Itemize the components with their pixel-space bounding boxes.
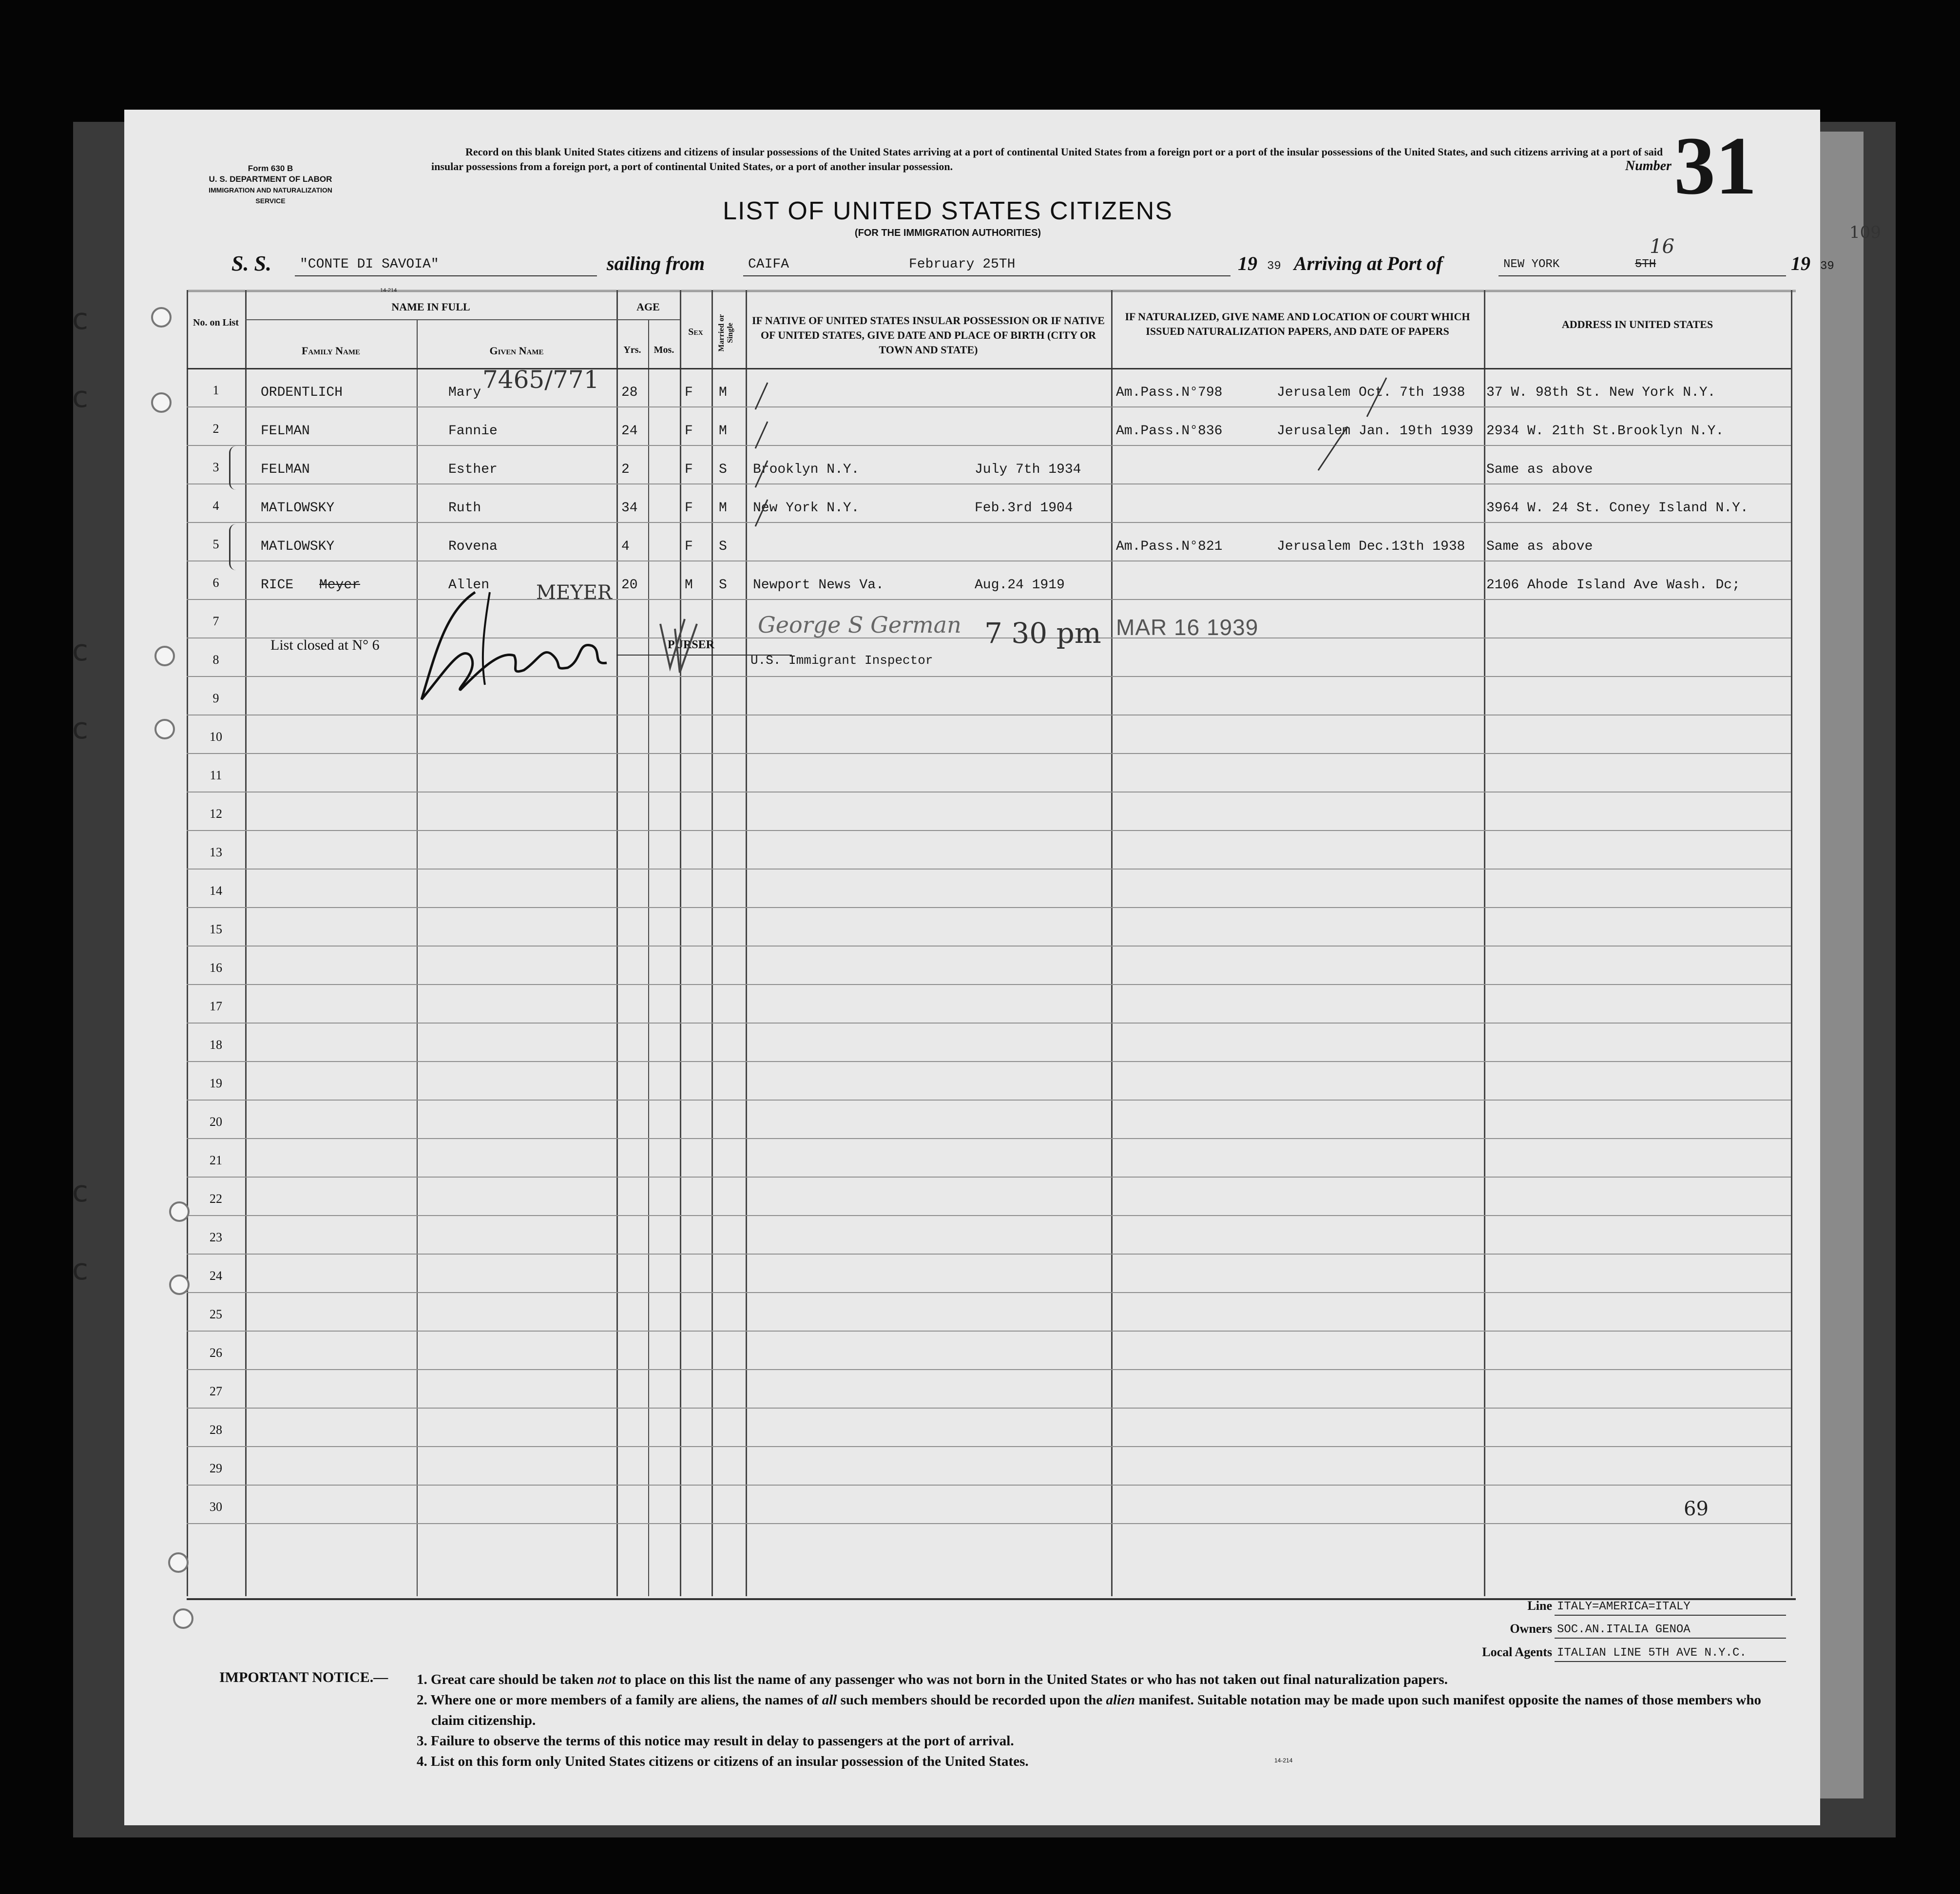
handwritten-meyer: MEYER <box>536 581 612 604</box>
row-number: 29 <box>210 1461 222 1475</box>
header-sex: Sex <box>688 327 703 337</box>
address-cell: Same as above <box>1486 539 1593 554</box>
purser-signature <box>417 573 651 719</box>
row-number: 16 <box>210 961 222 975</box>
form-instructions: Record on this blank United States citizens and citizens of insular possessions of the United States arriving at a port of continental United States from a foreign port or a port of the insular possessions of the United States, and such citizens arriving at a port of said insular possessions from a foreign port, a port of continental United States, or a port of another insular possession. <box>431 146 1663 173</box>
row-number: 9 <box>212 691 219 705</box>
header-years: Yrs. <box>623 345 641 355</box>
important-notice <box>417 1669 1796 1772</box>
marital-status-cell: M <box>719 424 727 439</box>
given-name-cell: Esther <box>448 462 498 477</box>
naturalization-court-cell: Jerusalem Dec.13th 1938 <box>1277 539 1465 554</box>
birth-place-cell: Brooklyn N.Y. <box>753 462 860 477</box>
row-number: 22 <box>210 1192 222 1206</box>
family-name-cell: RICE <box>261 578 294 593</box>
sex-cell: F <box>685 539 693 554</box>
naturalization-ticks <box>1230 363 1396 480</box>
arriving-label: Arriving at Port of <box>1294 252 1443 274</box>
naturalization-court-cell: Jerusalem Jan. 19th 1939 <box>1277 424 1474 439</box>
given-name-cell: Ruth <box>448 501 481 516</box>
binder-clip-mark: c <box>72 302 88 336</box>
age-cell: 34 <box>621 501 638 516</box>
header-birth: IF NATIVE OF UNITED STATES INSULAR POSSESSION OR IF NATIVE OF UNITED STATES, GIVE DATE AND PLACE OF BIRTH (CITY OR TOWN AND STATE) <box>752 314 1105 356</box>
row-number: 28 <box>210 1423 222 1437</box>
passport-cell: Am.Pass.N°836 <box>1116 424 1223 439</box>
binder-hole <box>168 1552 189 1573</box>
birth-place-cell: Newport News Va. <box>753 578 884 593</box>
department-name: U. S. DEPARTMENT OF LABOR <box>209 174 332 184</box>
marital-status-cell: S <box>719 462 727 477</box>
row-number: 11 <box>210 768 222 782</box>
page-title: LIST OF UNITED STATES CITIZENS <box>723 197 1173 225</box>
sailing-from-label: sailing from <box>607 252 705 274</box>
row-number: 18 <box>210 1038 222 1052</box>
given-name-cell: Mary <box>448 385 481 400</box>
ss-label: S. S. <box>231 251 271 275</box>
sex-cell: M <box>685 578 693 593</box>
line-value: ITALY=AMERICA=ITALY <box>1557 1600 1691 1613</box>
binder-clip-mark: c <box>72 1253 88 1287</box>
row-number: 30 <box>210 1500 222 1514</box>
printer-code: 14-214 <box>1274 1757 1293 1764</box>
passport-cell: Am.Pass.N°798 <box>1116 385 1223 400</box>
header-name-in-full: NAME IN FULL <box>391 301 470 313</box>
address-cell: 2934 W. 21th St.Brooklyn N.Y. <box>1486 424 1724 439</box>
naturalization-court-cell: Jerusalem Oct. 7th 1938 <box>1277 385 1465 400</box>
row-number: 19 <box>210 1076 222 1090</box>
checkmark-scribble <box>651 614 709 677</box>
notice-label: IMPORTANT NOTICE.— <box>219 1669 388 1685</box>
departure-year-prefix: 19 <box>1238 252 1257 274</box>
date-stamp: MAR 16 1939 <box>1116 615 1259 640</box>
number-label: Number <box>1625 158 1672 174</box>
age-cell: 2 <box>621 462 630 477</box>
address-cell: 37 W. 98th St. New York N.Y. <box>1486 385 1716 400</box>
list-closed-note: List closed at N° 6 <box>270 637 380 653</box>
row-number: 21 <box>210 1153 222 1167</box>
binder-hole <box>169 1201 190 1222</box>
marital-status-cell: S <box>719 539 727 554</box>
local-agents-value: ITALIAN LINE 5TH AVE N.Y.C. <box>1557 1646 1747 1660</box>
header-given-name: Given Name <box>489 345 544 357</box>
address-cell: 3964 W. 24 St. Coney Island N.Y. <box>1486 501 1749 516</box>
header-family-name: Family Name <box>301 345 361 357</box>
binder-hole <box>151 307 172 328</box>
birth-date-cell: July 7th 1934 <box>975 462 1081 477</box>
sex-cell: F <box>685 385 693 400</box>
binder-hole <box>154 719 175 739</box>
marital-status-cell: M <box>719 385 727 400</box>
family-brace <box>229 446 239 490</box>
service-name: IMMIGRATION AND NATURALIZATION SERVICE <box>209 186 332 205</box>
binder-hole <box>154 646 175 666</box>
notice-item-1: 1. Great care should be taken not to place on this list the name of any passenger who was not born in the United States or who has not taken out final naturalization papers. <box>417 1672 1448 1687</box>
notice-item-2: 2. Where one or more members of a family are aliens, the names of all such members should be recorded upon the alien manifest. Suitable notation may be made upon such manifest opposite the names of those members who claim citizenship. <box>417 1692 1762 1728</box>
given-name-cell: Allen <box>448 578 490 593</box>
given-name-cell: Fannie <box>448 424 498 439</box>
inspector-label: U.S. Immigrant Inspector <box>750 653 933 668</box>
row-number: 13 <box>210 845 222 859</box>
passport-cell: Am.Pass.N°821 <box>1116 539 1223 554</box>
row-number: 4 <box>212 499 219 513</box>
family-name-cell: ORDENTLICH <box>261 385 343 400</box>
age-cell: 28 <box>621 385 638 400</box>
sex-cell: F <box>685 501 693 516</box>
sex-cell: F <box>685 462 693 477</box>
passenger-entries <box>124 110 1820 1825</box>
sex-column-ticks <box>753 363 772 704</box>
row-number: 3 <box>212 460 219 474</box>
handwritten-file-number: 7465/771 <box>482 366 599 394</box>
form-number: Form 630 B <box>248 164 293 173</box>
binder-hole <box>151 392 172 413</box>
binder-clip-mark: c <box>72 634 88 668</box>
binder-clip-mark: c <box>72 380 88 414</box>
age-cell: 24 <box>621 424 638 439</box>
page-subtitle: (FOR THE IMMIGRATION AUTHORITIES) <box>854 228 1041 238</box>
row-number: 8 <box>212 653 219 667</box>
age-cell: 20 <box>621 578 638 593</box>
row-number: 15 <box>210 922 222 936</box>
owners-value: SOC.AN.ITALIA GENOA <box>1557 1623 1691 1636</box>
address-cell: 2106 Ahode Island Ave Wash. Dc; <box>1486 578 1740 593</box>
arrival-port: NEW YORK <box>1503 258 1560 271</box>
ship-name: "CONTE DI SAVOIA" <box>300 257 439 272</box>
header-address: ADDRESS IN UNITED STATES <box>1561 318 1713 330</box>
row-number: 7 <box>212 614 219 628</box>
owners-label: Owners <box>1510 1622 1552 1636</box>
row-number: 2 <box>212 422 219 436</box>
row-number: 6 <box>212 576 219 590</box>
row-number: 1 <box>212 383 219 397</box>
row-number: 14 <box>210 884 222 898</box>
binder-clip-mark: c <box>72 712 88 746</box>
family-name-cell: MATLOWSKY <box>261 539 335 554</box>
header-married-single: Married or Single <box>717 314 734 352</box>
notice-item-4: 4. List on this form only United States citizens or citizens of an insular possession of the United States. <box>417 1754 1029 1769</box>
row-number: 5 <box>212 537 219 551</box>
manifest-page <box>124 110 1881 1825</box>
departure-port: CAIFA <box>748 257 789 272</box>
arrival-date: 5TH <box>1635 258 1656 271</box>
printer-code-top: 14-214 <box>380 288 397 293</box>
family-brace <box>229 524 239 570</box>
row-number: 26 <box>210 1346 222 1360</box>
arrival-date-correction: 16 <box>1650 235 1674 258</box>
row-number: 20 <box>210 1115 222 1129</box>
header-no-on-list: No. on List <box>193 317 239 328</box>
header-naturalized: IF NATURALIZED, GIVE NAME AND LOCATION OF COURT WHICH ISSUED NATURALIZATION PAPERS, AND DATE OF PAPERS <box>1125 310 1470 337</box>
birth-place-cell: New York N.Y. <box>753 501 860 516</box>
header-age: AGE <box>636 301 660 313</box>
arrival-year-prefix: 19 <box>1791 252 1810 274</box>
purser-label: PURSER <box>668 638 715 651</box>
given-name-cell: Rovena <box>448 539 498 554</box>
row-number: 10 <box>210 730 222 744</box>
address-cell: Same as above <box>1486 462 1593 477</box>
page-count: 69 <box>1684 1498 1709 1520</box>
row-number: 24 <box>210 1269 222 1283</box>
row-number: 12 <box>210 807 222 821</box>
arrival-year: 39 <box>1820 260 1834 273</box>
family-name-cell: FELMAN <box>261 424 310 439</box>
departure-date: February 25TH <box>909 257 1016 272</box>
age-cell: 4 <box>621 539 630 554</box>
birth-date-cell: Aug.24 1919 <box>975 578 1065 593</box>
row-number: 23 <box>210 1230 222 1244</box>
notice-item-3: 3. Failure to observe the terms of this notice may result in delay to passengers at the port of arrival. <box>417 1733 1014 1749</box>
binder-hole <box>169 1275 190 1295</box>
binder-hole <box>173 1608 193 1629</box>
row-number: 17 <box>210 999 222 1013</box>
header-months: Mos. <box>653 345 674 355</box>
line-label: Line <box>1527 1599 1552 1613</box>
arrival-date-note: 109 <box>1849 223 1881 242</box>
sex-cell: F <box>685 424 693 439</box>
row-number: 27 <box>210 1384 222 1398</box>
struck-family-name: Meyer <box>319 578 361 593</box>
row-number: 25 <box>210 1307 222 1321</box>
birth-date-cell: Feb.3rd 1904 <box>975 501 1073 516</box>
binder-clip-mark: c <box>72 1175 88 1209</box>
departure-year: 39 <box>1267 260 1281 273</box>
family-name-cell: MATLOWSKY <box>261 501 335 516</box>
list-number: 31 <box>1674 120 1757 212</box>
arrival-time: 7 30 pm <box>984 617 1101 650</box>
marital-status-cell: S <box>719 578 727 593</box>
marital-status-cell: M <box>719 501 727 516</box>
family-name-cell: FELMAN <box>261 462 310 477</box>
local-agents-label: Local Agents <box>1482 1645 1552 1659</box>
inspector-signature: George S German <box>758 612 961 638</box>
